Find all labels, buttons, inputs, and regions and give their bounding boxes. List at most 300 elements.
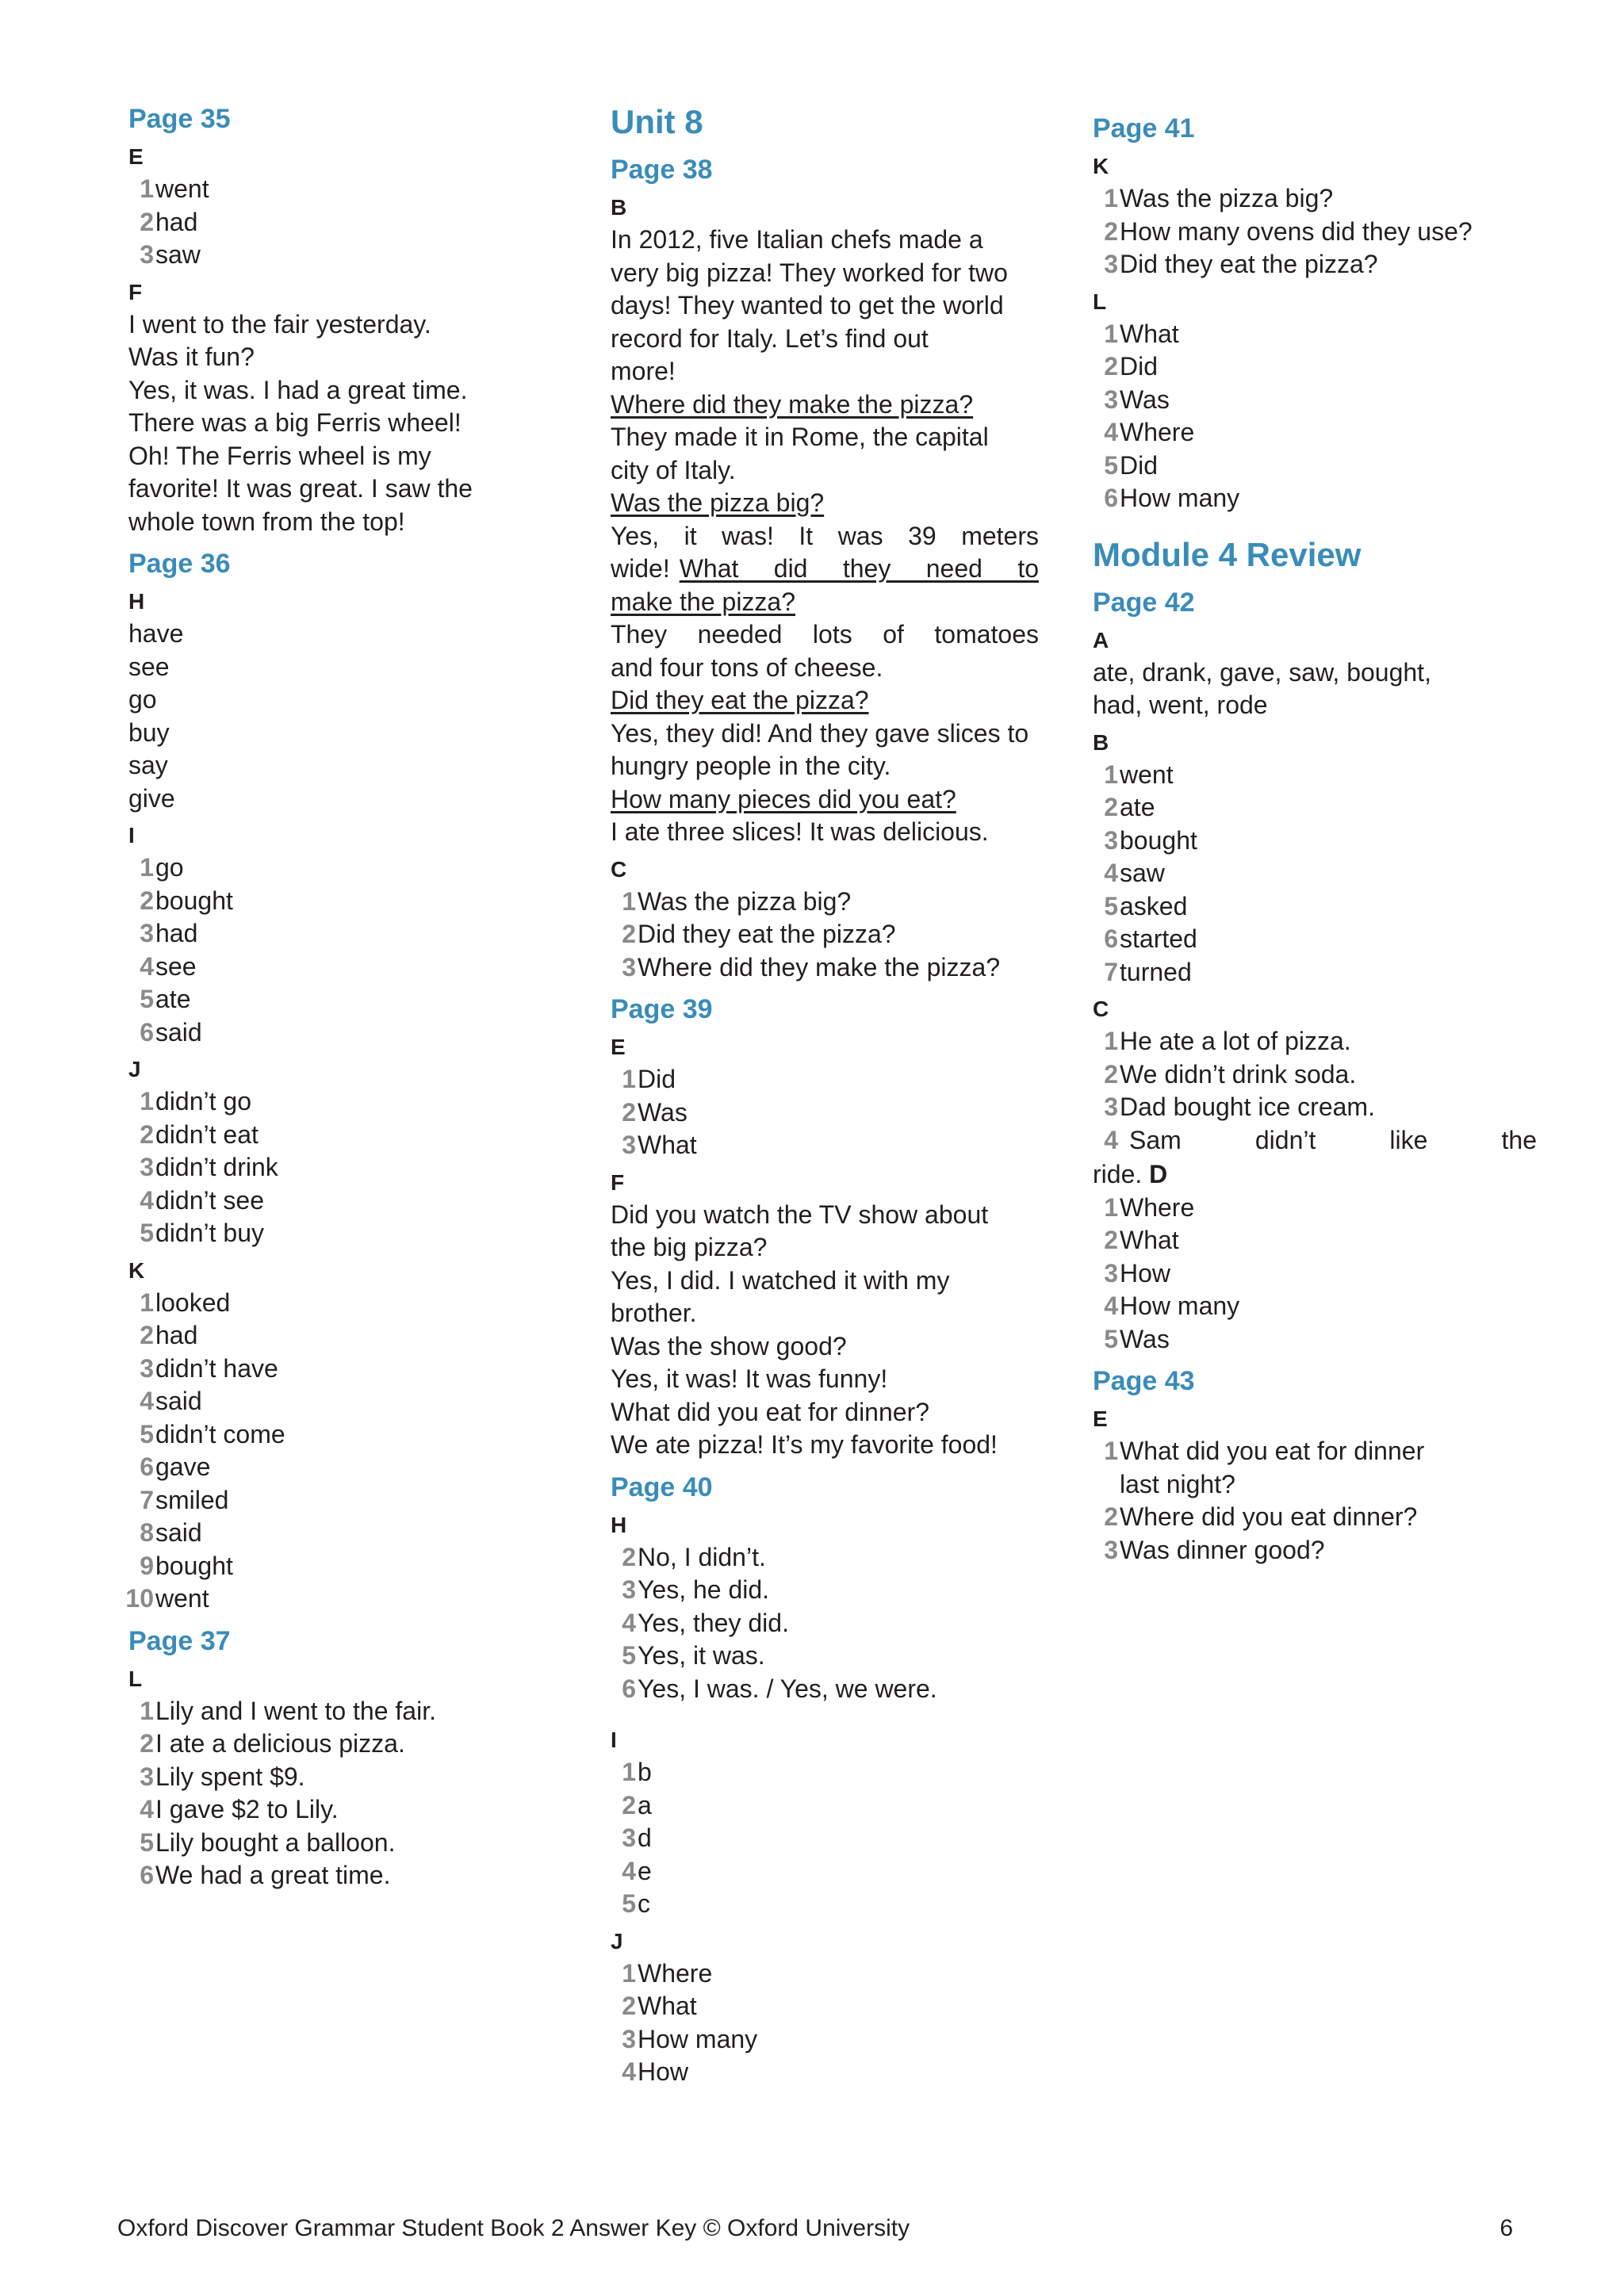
page-heading: Page 35: [128, 104, 231, 134]
item-number: 4: [1104, 418, 1118, 446]
item-number: 1: [1104, 1027, 1118, 1055]
section-letter: E: [611, 1035, 626, 1059]
item-number: 3: [622, 1575, 636, 1604]
unit-title: Unit 8: [611, 103, 703, 140]
item-number: 2: [622, 1790, 636, 1820]
answer-line: They made it in Rome, the capital: [611, 423, 989, 451]
item-number: 2: [140, 1729, 154, 1758]
item-text: Sam didn’t like the: [1129, 1125, 1537, 1154]
answer-item: [611, 1063, 1039, 1096]
answer-line: have: [128, 619, 184, 648]
answer-item: [128, 1184, 573, 1218]
question-underlined: What did they need to: [679, 554, 1039, 583]
item-text: Where: [1120, 1192, 1195, 1222]
answer-item: [128, 1287, 573, 1320]
item-text: had: [155, 1321, 198, 1349]
answer-line: Yes, it was! It was 39 meters: [611, 521, 1039, 550]
page-heading: Page 38: [611, 155, 713, 185]
item-text: Lily spent $9.: [155, 1762, 305, 1791]
item-text: What: [1120, 1226, 1179, 1254]
answer-item: [1093, 350, 1537, 384]
answer-item: [611, 1855, 1039, 1888]
item-text: gave: [155, 1452, 211, 1481]
item-text: said: [155, 1387, 202, 1415]
item-text: Dad bought ice cream.: [1120, 1093, 1375, 1121]
item-text: Was the pizza big?: [638, 886, 852, 916]
answer-line: the big pizza?: [611, 1233, 768, 1261]
item-text: didn’t eat: [155, 1119, 259, 1149]
item-text: What: [1120, 319, 1179, 348]
item-text: went: [155, 174, 209, 203]
module-title: Module 4 Review: [1093, 535, 1362, 573]
item-number: 5: [140, 985, 154, 1013]
answer-item: [128, 1418, 573, 1452]
item-text: I ate a delicious pizza.: [155, 1729, 405, 1758]
item-text: Where: [1120, 418, 1195, 446]
answer-line: Was it fun?: [128, 342, 255, 371]
answer-item: [1093, 1091, 1537, 1124]
item-text: a: [638, 1790, 652, 1820]
item-text: Yes, they did.: [638, 1608, 789, 1637]
answer-text: wide!: [611, 554, 670, 583]
answer-item: [1093, 1192, 1537, 1225]
item-text: We didn’t drink soda.: [1120, 1059, 1357, 1089]
page-heading: Page 36: [128, 549, 231, 579]
item-text: went: [1120, 760, 1174, 789]
column-1: [125, 101, 573, 1892]
item-text: Yes, I was. / Yes, we were.: [638, 1674, 937, 1703]
item-number: 2: [622, 1542, 636, 1571]
answer-item: [1093, 1435, 1537, 1468]
answer-item: [128, 983, 573, 1016]
item-number: 1: [622, 886, 636, 916]
answer-item: [1093, 216, 1537, 249]
item-text: What: [638, 1131, 697, 1159]
item-number: 2: [1104, 1059, 1118, 1089]
answer-line: very big pizza! They worked for two: [611, 258, 1008, 287]
answer-line: Oh! The Ferris wheel is my: [128, 441, 431, 470]
question-underlined: make the pizza?: [611, 587, 796, 616]
item-number: 1: [140, 1087, 154, 1115]
answer-line: Yes, it was! It was funny!: [611, 1364, 888, 1393]
section-letter: L: [128, 1666, 143, 1691]
answer-item: [128, 1517, 573, 1550]
item-text: No, I didn’t.: [638, 1542, 766, 1571]
answer-item: [128, 1859, 573, 1892]
item-number: 1: [1104, 1437, 1118, 1465]
item-number: 4: [622, 2057, 636, 2086]
section-letter: K: [128, 1257, 145, 1283]
answer-line: I went to the fair yesterday.: [128, 309, 431, 339]
answer-item: [1093, 384, 1537, 417]
item-number: 4: [1104, 1292, 1118, 1320]
item-number: 2: [1104, 352, 1118, 381]
answer-line: had, went, rode: [1093, 691, 1268, 719]
answer-item: [611, 1673, 1039, 1706]
answer-item: [1093, 825, 1537, 858]
answer-item: [611, 1640, 1039, 1673]
answer-line: ate, drank, gave, saw, bought,: [1093, 657, 1431, 687]
item-number: 2: [1104, 1502, 1118, 1531]
item-number: 5: [1104, 891, 1118, 920]
answer-item: [1093, 890, 1537, 924]
answer-item: [611, 1957, 1039, 1991]
answer-line: There was a big Ferris wheel!: [128, 408, 462, 437]
section-letter: H: [611, 1512, 627, 1537]
item-number: 4: [140, 1185, 154, 1215]
item-number: 2: [140, 1119, 154, 1149]
item-text: Where did they make the pizza?: [638, 952, 1001, 982]
item-number: 5: [622, 1641, 636, 1670]
answer-item: [128, 1119, 573, 1152]
answer-line: What did you eat for dinner?: [611, 1397, 930, 1426]
answer-line: see: [128, 652, 170, 681]
item-number: 6: [1104, 484, 1118, 512]
item-text: Was: [1120, 385, 1170, 414]
item-number: 4: [140, 1387, 154, 1415]
item-text: asked: [1120, 891, 1188, 920]
item-number: 2: [1104, 216, 1118, 246]
item-text: ate: [1120, 793, 1155, 821]
page-heading: Page 40: [611, 1471, 713, 1502]
answer-item: [1093, 791, 1537, 825]
section-letter: F: [128, 279, 143, 304]
item-number: 3: [140, 919, 154, 947]
item-number: 3: [1104, 1258, 1118, 1288]
item-number: 2: [140, 207, 154, 236]
item-number: 5: [140, 1419, 154, 1448]
item-text: What: [638, 1992, 697, 2020]
answer-line: say: [128, 751, 168, 779]
item-text: ate: [155, 985, 191, 1013]
section-letter: H: [128, 589, 145, 614]
item-number: 1: [140, 853, 154, 882]
answer-item: [611, 2056, 1039, 2089]
section-letter: I: [128, 823, 135, 848]
item-number: 4: [622, 1608, 636, 1637]
item-text: didn’t go: [155, 1087, 251, 1115]
item-number: 3: [140, 1353, 154, 1383]
answer-item: [1093, 1058, 1537, 1092]
item-number: 3: [622, 952, 636, 982]
answer-item-continuation: [1093, 1468, 1537, 1502]
answer-item: [1093, 248, 1537, 281]
item-number: 2: [1104, 1226, 1118, 1254]
item-number: 7: [1104, 957, 1118, 986]
item-number: 6: [140, 1452, 154, 1481]
question-underlined: Was the pizza big?: [611, 488, 825, 517]
item-text: bought: [1120, 825, 1197, 855]
page-heading: Page 39: [611, 994, 713, 1024]
item-text: Was: [1120, 1324, 1170, 1353]
item-text: How many: [1120, 484, 1240, 512]
item-number: 2: [622, 1992, 636, 2020]
item-text: Was the pizza big?: [1120, 184, 1334, 212]
item-number: 7: [140, 1485, 154, 1514]
item-text: Where: [638, 1958, 713, 1988]
item-text: How: [1120, 1258, 1171, 1288]
item-number: 10: [125, 1584, 154, 1613]
item-text: How: [638, 2057, 689, 2086]
item-text: Yes, he did.: [638, 1575, 770, 1604]
page-number: 6: [1500, 2215, 1513, 2241]
item-text: Was: [638, 1097, 688, 1127]
answer-item: [128, 1761, 573, 1794]
item-number: 6: [1104, 924, 1118, 953]
item-number: 1: [622, 1758, 636, 1786]
answer-item: [128, 1353, 573, 1386]
question-underlined: How many pieces did you eat?: [611, 784, 956, 813]
item-text: bought: [155, 1551, 233, 1580]
item-text: How many: [1120, 1292, 1240, 1320]
answer-item: [1093, 416, 1537, 450]
item-text: go: [155, 853, 184, 882]
answer-line: and four tons of cheese.: [611, 652, 883, 682]
answer-item: [128, 1550, 573, 1583]
item-text: last night?: [1120, 1469, 1235, 1498]
answer-item: [611, 886, 1039, 919]
item-text: What did you eat for dinner: [1120, 1437, 1425, 1465]
item-text: b: [638, 1758, 652, 1786]
item-text: said: [155, 1518, 202, 1547]
answer-line: [1093, 1158, 1537, 1192]
item-number: 3: [622, 1131, 636, 1159]
item-number: 5: [1104, 1324, 1118, 1353]
answer-line: give: [128, 783, 175, 813]
answer-item: [128, 1385, 573, 1418]
answer-item: [1093, 1025, 1537, 1058]
answer-item: [128, 1827, 573, 1860]
answer-item: [1093, 1224, 1537, 1257]
item-text: Lily and I went to the fair.: [155, 1696, 436, 1725]
item-text: Where did you eat dinner?: [1120, 1502, 1418, 1531]
answer-item: [125, 1582, 573, 1616]
item-number: 1: [140, 174, 154, 203]
item-number: 2: [140, 886, 154, 915]
item-number: 1: [1104, 319, 1118, 348]
answer-line: They needed lots of tomatoes: [611, 620, 1039, 649]
section-letter: A: [1093, 627, 1109, 652]
item-number: 2: [622, 1097, 636, 1127]
answer-item: [611, 1990, 1039, 2023]
item-number: 1: [1104, 1192, 1118, 1222]
answer-item: [1093, 1257, 1537, 1291]
answer-line: brother.: [611, 1299, 697, 1327]
section-letter: L: [1093, 289, 1107, 314]
answer-item: [128, 1085, 573, 1119]
item-number: 4: [140, 1795, 154, 1823]
item-number: 9: [140, 1551, 154, 1580]
answer-item: [128, 1016, 573, 1050]
item-text: went: [155, 1584, 209, 1613]
item-number: 1: [622, 1065, 636, 1093]
item-number: 1: [1104, 184, 1118, 212]
item-number: 1: [622, 1958, 636, 1988]
item-text: turned: [1120, 957, 1192, 986]
item-number: 2: [622, 920, 636, 948]
answer-item: [611, 1541, 1039, 1575]
answer-item: [1093, 1501, 1537, 1534]
item-number: 3: [140, 240, 154, 269]
item-number: 3: [140, 1153, 154, 1181]
item-number: 3: [622, 2024, 636, 2053]
answer-line: go: [128, 685, 157, 714]
answer-item: [128, 1484, 573, 1517]
item-text: How many: [638, 2024, 758, 2053]
page-heading: Page 37: [128, 1625, 231, 1656]
answer-item: [611, 1607, 1039, 1640]
section-letter: B: [1093, 729, 1109, 755]
answer-item: [1093, 482, 1537, 515]
item-text: d: [638, 1823, 652, 1852]
item-number: 6: [140, 1861, 154, 1889]
item-number: 1: [140, 1696, 154, 1725]
item-text: looked: [155, 1288, 231, 1317]
answer-item: [611, 1822, 1039, 1855]
answer-item: [128, 1793, 573, 1827]
item-text: Was dinner good?: [1120, 1535, 1325, 1564]
item-text: He ate a lot of pizza.: [1120, 1027, 1351, 1055]
section-letter: J: [611, 1928, 623, 1954]
answer-line: days! They wanted to get the world: [611, 291, 1004, 320]
answer-item: [611, 1574, 1039, 1607]
item-number: 5: [1104, 450, 1118, 480]
section-letter: C: [1093, 997, 1109, 1021]
answer-item: [128, 1319, 573, 1353]
answer-item: [128, 951, 573, 984]
item-number: 1: [140, 1288, 154, 1317]
item-text: Did: [1120, 352, 1159, 381]
answer-item: [1093, 857, 1537, 890]
item-text: Lily bought a balloon.: [155, 1827, 396, 1857]
answer-line: [611, 553, 1039, 586]
column-3: [1093, 111, 1537, 1567]
item-number: 3: [1104, 825, 1118, 855]
answer-item: [1093, 182, 1537, 216]
item-number: 2: [1104, 793, 1118, 821]
answer-line: Was the show good?: [611, 1331, 847, 1360]
item-text: Yes, it was.: [638, 1641, 765, 1670]
item-number: 2: [140, 1321, 154, 1349]
question-underlined: Did they eat the pizza?: [611, 686, 869, 714]
answer-item: [128, 1728, 573, 1761]
answer-item: [1093, 759, 1537, 792]
item-text: had: [155, 207, 198, 236]
answer-item: [128, 1695, 573, 1728]
answer-item: [1093, 318, 1537, 351]
answer-item: [128, 173, 573, 206]
answer-line: Did you watch the TV show about: [611, 1200, 989, 1229]
item-number: 5: [140, 1827, 154, 1857]
section-letter: C: [611, 856, 627, 882]
item-text: How many ovens did they use?: [1120, 216, 1473, 246]
item-number: 3: [1104, 1535, 1118, 1564]
page-heading: Page 43: [1093, 1366, 1195, 1396]
item-text: didn’t buy: [155, 1219, 264, 1247]
item-number-spacer: [1093, 1468, 1120, 1502]
item-text: didn’t have: [155, 1353, 278, 1383]
section-letter: I: [611, 1728, 617, 1752]
answer-item: [128, 1217, 573, 1250]
item-number: 4: [1104, 859, 1118, 887]
answer-item: [1093, 1534, 1537, 1567]
item-text: We had a great time.: [155, 1861, 391, 1889]
answer-item: [128, 1151, 573, 1184]
answer-line: record for Italy. Let’s find out: [611, 323, 929, 353]
item-text: Did: [638, 1065, 676, 1093]
page-heading: Page 42: [1093, 587, 1195, 618]
answer-item: [1093, 956, 1537, 989]
answer-item: [611, 1888, 1039, 1921]
answer-line: Yes, they did! And they gave slices to: [611, 718, 1029, 748]
answer-item: [128, 206, 573, 239]
item-number: 5: [622, 1889, 636, 1918]
item-text: Did they eat the pizza?: [1120, 250, 1378, 278]
item-text: had: [155, 919, 198, 947]
answer-item: [1093, 450, 1537, 483]
item-number: 3: [622, 1823, 636, 1852]
answer-item: [611, 1096, 1039, 1130]
answer-item: [611, 1129, 1039, 1162]
item-text: smiled: [155, 1485, 229, 1514]
item-text: saw: [155, 240, 201, 269]
item-text: started: [1120, 924, 1197, 953]
answer-item: [1093, 1323, 1537, 1357]
page-heading: Page 41: [1093, 113, 1195, 144]
answer-item: [611, 951, 1039, 985]
item-text: see: [155, 951, 197, 981]
question-underlined: Where did they make the pizza?: [611, 389, 974, 419]
item-text: bought: [155, 886, 233, 915]
answer-item: [128, 239, 573, 272]
answer-item: [611, 1756, 1039, 1789]
item-text: e: [638, 1856, 652, 1885]
answer-line: buy: [128, 718, 170, 747]
answer-item: [128, 851, 573, 885]
section-letter: D: [1149, 1160, 1168, 1188]
item-number: 6: [140, 1017, 154, 1047]
answer-line: I ate three slices! It was delicious.: [611, 817, 989, 846]
section-letter: E: [1093, 1406, 1108, 1431]
item-number: 4: [622, 1856, 636, 1885]
section-letter: E: [128, 144, 144, 169]
item-number: 6: [622, 1674, 636, 1703]
item-number: 8: [140, 1518, 154, 1547]
item-text: c: [638, 1889, 650, 1918]
answer-item: [1093, 1290, 1537, 1323]
section-letter: K: [1093, 154, 1109, 178]
section-letter: J: [128, 1057, 141, 1081]
item-text: said: [155, 1017, 202, 1047]
item-number: 3: [1104, 385, 1118, 414]
item-text: I gave $2 to Lily.: [155, 1795, 339, 1823]
answer-line: whole town from the top!: [128, 507, 405, 536]
answer-line: We ate pizza! It’s my favorite food!: [611, 1430, 998, 1459]
answer-line: more!: [611, 357, 676, 385]
answer-line: hungry people in the city.: [611, 752, 891, 780]
answer-line: In 2012, five Italian chefs made a: [611, 225, 983, 254]
section-letter: B: [611, 195, 627, 220]
answer-item: [1093, 923, 1537, 956]
item-text: saw: [1120, 859, 1165, 887]
answer-item: [128, 917, 573, 951]
answer-line: city of Italy.: [611, 455, 736, 484]
item-text: didn’t come: [155, 1419, 285, 1448]
answer-item: [128, 885, 573, 918]
item-number: 5: [140, 1219, 154, 1247]
answer-item: [611, 918, 1039, 951]
item-text: Did they eat the pizza?: [638, 920, 896, 948]
